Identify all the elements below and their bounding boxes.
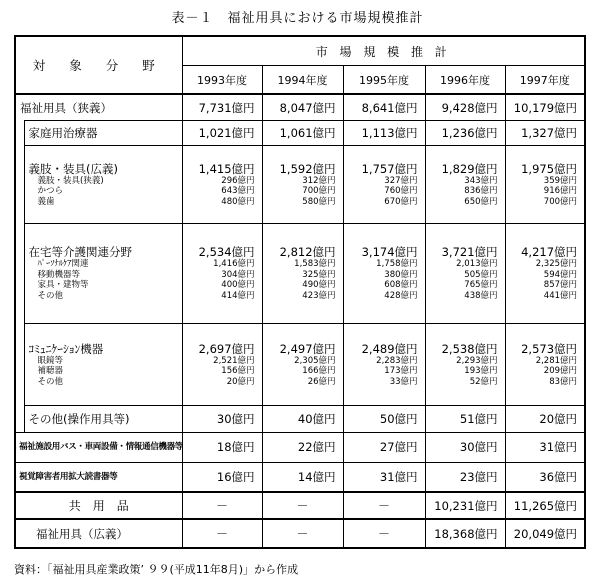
sub-value: 380億円: [384, 269, 418, 280]
source-note: 資料：「福祉用具産業政策’ ９９(平成11年8月)」から作成: [14, 563, 299, 576]
table-row: [15, 433, 585, 463]
cell-value: 2,489億円: [361, 341, 418, 356]
sub-value: 428億円: [384, 290, 418, 301]
cell-value: 10,231億円: [425, 492, 505, 520]
sub-value: 325億円: [302, 269, 336, 280]
cell-value: 1,327億円: [505, 121, 585, 146]
cell-value: 16億円: [182, 462, 262, 492]
sub-value: 359億円: [543, 175, 578, 186]
row-label: 義肢・装具(広義): [28, 161, 118, 176]
row-label: 共 用 品: [15, 492, 182, 520]
cell-value: 30億円: [182, 405, 262, 433]
sub-value: 594億円: [543, 269, 578, 280]
cell-value: 1,021億円: [182, 121, 262, 146]
year-header: 1995年度: [343, 66, 425, 95]
sub-value: 2,325億円: [535, 259, 578, 270]
cell-value: 9,428億円: [425, 94, 505, 120]
cell-value: 18,368億円: [425, 519, 505, 548]
sub-label: 補聴器: [37, 366, 64, 377]
sub-label: かつら: [37, 186, 64, 197]
sub-value: 312億円: [302, 175, 336, 186]
cell-value: 7,731億円: [182, 94, 262, 120]
sub-value: 156億円: [221, 366, 255, 377]
sub-value: 1,416億円: [213, 259, 255, 270]
sub-value: 836億円: [464, 186, 498, 197]
cell-value: －: [262, 492, 343, 520]
sub-value: 650億円: [464, 196, 498, 207]
cell-value: 36億円: [505, 462, 585, 492]
sub-value: 2,293億円: [456, 355, 498, 366]
sub-value: 700億円: [302, 186, 336, 197]
row-label: その他(操作用具等): [24, 405, 182, 433]
cell-value: 31億円: [505, 433, 585, 463]
cell-value: 1,061億円: [262, 121, 343, 146]
row-label: 福祉施設用バス・車両設備・情報通信機器等: [15, 433, 182, 463]
cell-value: 10,179億円: [505, 94, 585, 120]
sub-value: 1,583億円: [294, 259, 336, 270]
sub-value: 643億円: [221, 186, 255, 197]
cell-value: －: [182, 519, 262, 548]
cell-value: 11,265億円: [505, 492, 585, 520]
sub-label: ﾊﾟｰｿﾅﾙｹｱ関連: [37, 259, 89, 270]
sub-value: 414億円: [221, 290, 255, 301]
header-category: 対 象 分 野: [15, 36, 182, 94]
cell-value: 1,757億円: [361, 161, 418, 176]
sub-value: 765億円: [464, 280, 498, 291]
row-label: 家庭用治療器: [24, 121, 182, 146]
cell-value: －: [343, 519, 425, 548]
sub-value: 52億円: [469, 376, 498, 387]
cell-value: 1,592億円: [279, 161, 336, 176]
sub-value: 505億円: [464, 269, 498, 280]
sub-value: 441億円: [543, 290, 578, 301]
sub-value: 580億円: [302, 196, 336, 207]
sub-value: 490億円: [302, 280, 336, 291]
header-market: 市 場 規 模 推 計: [182, 36, 585, 66]
sub-label: 移動機器等: [37, 269, 81, 280]
table-row: [15, 324, 585, 405]
cell-value: 3,174億円: [361, 245, 418, 260]
cell-value: 8,047億円: [262, 94, 343, 120]
cell-value: 1,236億円: [425, 121, 505, 146]
row-label: 在宅等介護関連分野: [28, 245, 132, 260]
sub-value: 33億円: [389, 376, 418, 387]
cell-value: 2,697億円: [198, 341, 255, 356]
sub-value: 608億円: [384, 280, 418, 291]
sub-value: 2,283億円: [376, 355, 418, 366]
sub-value: 209億円: [543, 366, 578, 377]
sub-value: 1,758億円: [376, 259, 418, 270]
cell-value: 1,829億円: [441, 161, 498, 176]
cell-value: 18億円: [182, 433, 262, 463]
sub-value: 166億円: [302, 366, 336, 377]
row-label: 福祉用具（広義）: [15, 519, 182, 548]
cell-value: 20億円: [505, 405, 585, 433]
sub-value: 916億円: [543, 186, 578, 197]
cell-value: －: [262, 519, 343, 548]
sub-value: 83億円: [549, 376, 578, 387]
cell-value: 31億円: [343, 462, 425, 492]
cell-value: 30億円: [425, 433, 505, 463]
sub-value: 760億円: [384, 186, 418, 197]
sub-value: 423億円: [302, 290, 336, 301]
year-header: 1996年度: [425, 66, 505, 95]
cell-value: 2,497億円: [279, 341, 336, 356]
cell-value: 2,812億円: [279, 245, 336, 260]
table-row: [15, 94, 585, 120]
table-row: [15, 146, 585, 223]
market-size-table: [14, 35, 584, 549]
table-row: [15, 519, 585, 548]
row-label: 視覚障害者用拡大読書器等: [15, 462, 182, 492]
sub-value: 2,521億円: [213, 355, 255, 366]
row-label: ｺﾐｭﾆｹｰｼｮﾝ機器: [28, 341, 104, 356]
sub-value: 327億円: [384, 175, 418, 186]
sub-value: 2,281億円: [535, 355, 578, 366]
cell-value: 1,975億円: [521, 161, 578, 176]
cell-value: 50億円: [343, 405, 425, 433]
sub-value: 438億円: [464, 290, 498, 301]
sub-value: 2,305億円: [294, 355, 336, 366]
cell-value: 51億円: [425, 405, 505, 433]
year-header: 1993年度: [182, 66, 262, 95]
sub-value: 26億円: [307, 376, 336, 387]
table-row: [15, 462, 585, 492]
sub-value: 857億円: [543, 280, 578, 291]
table-row: [15, 492, 585, 520]
sub-value: 343億円: [464, 175, 498, 186]
sub-value: 193億円: [464, 366, 498, 377]
table-row: [15, 121, 585, 146]
sub-label: 眼鏡等: [37, 355, 64, 366]
cell-value: 22億円: [262, 433, 343, 463]
table-row: [15, 405, 585, 433]
sub-value: 700億円: [543, 196, 578, 207]
year-header: 1994年度: [262, 66, 343, 95]
sub-value: 2,013億円: [456, 259, 498, 270]
sub-label: 義肢・装具(狭義): [37, 175, 104, 186]
cell-value: 2,573億円: [521, 341, 578, 356]
sub-value: 304億円: [221, 269, 255, 280]
table-row: [15, 223, 585, 323]
cell-value: 1,113億円: [343, 121, 425, 146]
cell-value: －: [182, 492, 262, 520]
cell-value: 2,534億円: [198, 245, 255, 260]
sub-value: 173億円: [384, 366, 418, 377]
sub-value: 296億円: [221, 175, 255, 186]
row-label: 福祉用具（狭義）: [15, 94, 182, 120]
sub-value: 400億円: [221, 280, 255, 291]
cell-value: －: [343, 492, 425, 520]
cell-value: 27億円: [343, 433, 425, 463]
cell-value: 8,641億円: [343, 94, 425, 120]
sub-label: 義歯: [37, 196, 55, 207]
cell-value: 2,538億円: [441, 341, 498, 356]
sub-label: その他: [37, 290, 64, 301]
cell-value: 4,217億円: [521, 245, 578, 260]
cell-value: 23億円: [425, 462, 505, 492]
cell-value: 1,415億円: [198, 161, 255, 176]
sub-value: 480億円: [221, 196, 255, 207]
table-title: 表－１ 福祉用具における市場規模推計: [171, 11, 424, 26]
sub-label: 家具・建物等: [37, 280, 89, 291]
cell-value: 20,049億円: [505, 519, 585, 548]
cell-value: 40億円: [262, 405, 343, 433]
year-header: 1997年度: [505, 66, 585, 95]
sub-label: その他: [37, 376, 64, 387]
cell-value: 14億円: [262, 462, 343, 492]
sub-value: 20億円: [226, 376, 255, 387]
cell-value: 3,721億円: [441, 245, 498, 260]
sub-value: 670億円: [384, 196, 418, 207]
